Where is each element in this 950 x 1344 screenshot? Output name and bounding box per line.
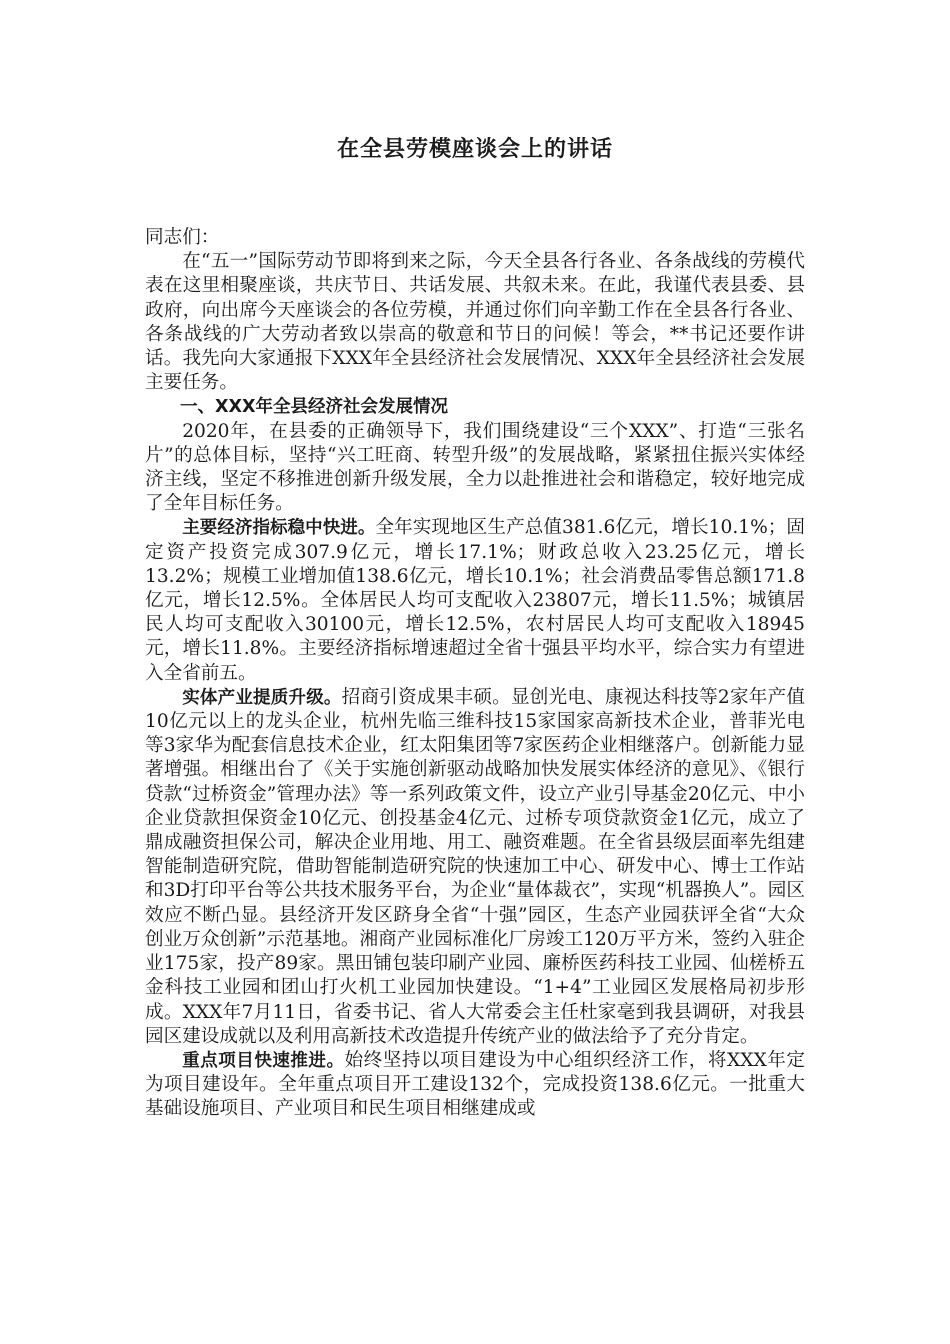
- section-heading: 一、XXX年全县经济社会发展情况: [180, 397, 448, 418]
- industry-lead: 实体产业提质升级。: [182, 687, 342, 708]
- projects-lead: 重点项目快速推进。: [182, 1050, 345, 1071]
- intro-paragraph: 在“五一”国际劳动节即将到来之际，今天全县各行各业、各条战线的劳模代表在这里相聚座谈，共庆节日、共话发展、共叙未来。在此，我谨代表县委、县政府，向出席今天座谈会的各位劳模，并通过你们向辛勤工作在全县各行各业、各条战线的广大劳动者致以崇高的敬意和节日的问候！等会，**书记还要作讲话。我先向大家通报下XXX年全县经济社会发展情况、XXX年全县经济社会发展主要任务。: [145, 251, 805, 394]
- section-intro-paragraph: 2020年，在县委的正确领导下，我们围绕建设“三个XXX”、打造“三张名片”的总体目标，坚持“兴工旺商、转型升级”的发展战略，紧紧扭住振兴实体经济主线，坚定不移推进创新升级发展，全力以赴推进社会和谐稳定，较好地完成了全年目标任务。: [145, 420, 805, 515]
- document-title: 在全县劳模座谈会上的讲话: [336, 137, 613, 162]
- economy-paragraph: [145, 516, 805, 685]
- document-body: [145, 226, 805, 1122]
- projects-text: 始终坚持以项目建设为中心组织经济工作，将XXX年定为项目建设年。全年重点项目开工建设132个，完成投资138.6亿元。一批重大基础设施项目、产业项目和民生项目相继建成或: [145, 1049, 806, 1120]
- projects-paragraph: [145, 1049, 805, 1122]
- industry-text: 招商引资成果丰硕。显创光电、康视达科技等2家年产值10亿元以上的龙头企业，杭州先临三维科技15家国家高新技术企业，普菲光电等3家华为配套信息技术企业，红太阳集团等7家医药企业相继落户。创新能力显著增强。相继出台了《关于实施创新驱动战略加快发展实体经济的意见》、《银行贷款“过桥资金”管理办法》等一系列政策文件，设立产业引导基金20亿元、中小企业贷款担保资金10亿元、创投基金4亿元、过桥专项贷款资金1亿元，成立了鼎成融资担保公司，解决企业用地、用工、融资难题。在全省县级层面率先组建智能制造研究院，借助智能制造研究院的快速加工中心、研发中心、博士工作站和3D打印平台等公共技术服务平台，为企业“量体裁衣”，实现“机器换人”。园区效应不断凸显。县经济开发区跻身全省“十强”园区，生态产业园获评全省“大众创业万众创新”示范基地。湘商产业园标准化厂房竣工120万平方米，签约入驻企业175家，投产89家。黑田铺包装印刷产业园、廉桥医药科技工业园、仙槎桥五金科技工业园和团山打火机工业园加快建设。“1+4”工业园区发展格局初步形成。XXX年7月11日，省委书记、省人大常委会主任杜家毫到我县调研，对我县园区建设成就以及利用高新技术改造提升传统产业的做法给予了充分肯定。: [145, 686, 805, 1047]
- economy-lead: 主要经济指标稳中快进。: [182, 518, 376, 539]
- salutation: 同志们：: [145, 227, 220, 248]
- economy-text: 全年实现地区生产总值381.6亿元，增长10.1%；固定资产投资完成307.9亿元，增长17.1%；财政总收入23.25亿元，增长13.2%；规模工业增加值138.6亿元，增长10.1%；社会消费品零售总额171.8亿元，增长12.5%。全体居民人均可支配收入23807元，增长11.5%；城镇居民人均可支配收入30100元，增长12.5%，农村居民人均可支配收入18945元，增长11.8%。主要经济指标增速超过全省十强县平均水平，综合实力有望进入全省前五。: [145, 517, 805, 684]
- industry-paragraph: [145, 686, 805, 1049]
